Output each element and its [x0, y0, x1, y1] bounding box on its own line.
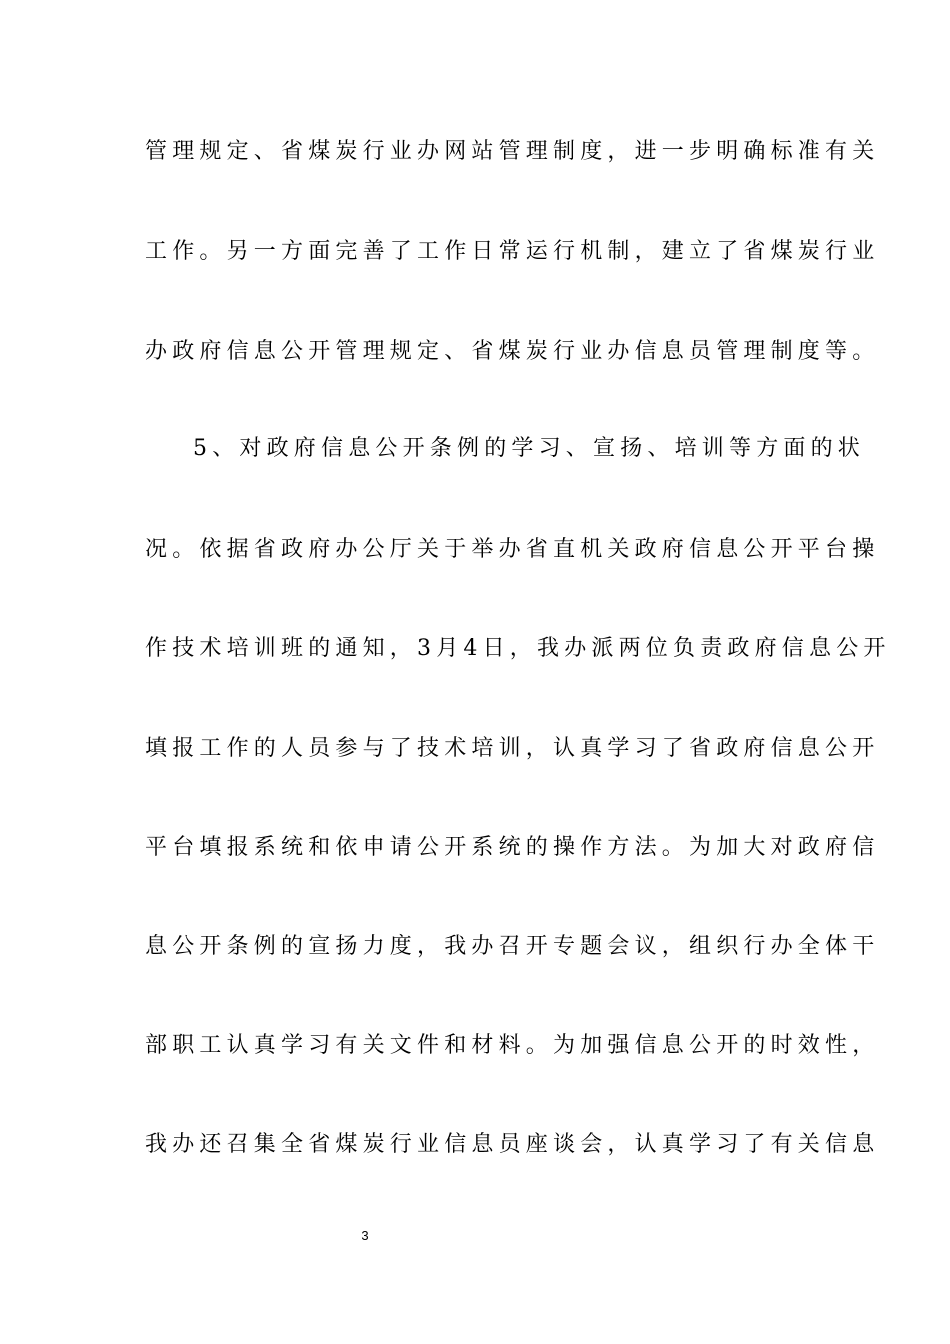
paragraph-line-5: 况。依据省政府办公厅关于举办省直机关政府信息公开平台操: [145, 537, 880, 562]
paragraph-line-11: 我办还召集全省煤炭行业信息员座谈会，认真学习了有关信息: [145, 1132, 880, 1157]
paragraph-line-2: 工作。另一方面完善了工作日常运行机制，建立了省煤炭行业: [145, 239, 880, 264]
paragraph-line-3: 办政府信息公开管理规定、省煤炭行业办信息员管理制度等。: [145, 339, 880, 364]
paragraph-line-1: 管理规定、省煤炭行业办网站管理制度，进一步明确标准有关: [145, 139, 880, 164]
paragraph-line-8: 平台填报系统和依申请公开系统的操作方法。为加大对政府信: [145, 835, 880, 860]
paragraph-line-9: 息公开条例的宣扬力度，我办召开专题会议，组织行办全体干: [145, 934, 880, 959]
page-number: 3: [361, 1228, 369, 1243]
paragraph-line-10: 部职工认真学习有关文件和材料。为加强信息公开的时效性，: [145, 1033, 880, 1058]
paragraph-line-7: 填报工作的人员参与了技术培训，认真学习了省政府信息公开: [145, 736, 880, 761]
paragraph-line-4: 5、对政府信息公开条例的学习、宣扬、培训等方面的状: [193, 436, 865, 461]
paragraph-line-6: 作技术培训班的通知，3月4日，我办派两位负责政府信息公开: [145, 636, 891, 661]
